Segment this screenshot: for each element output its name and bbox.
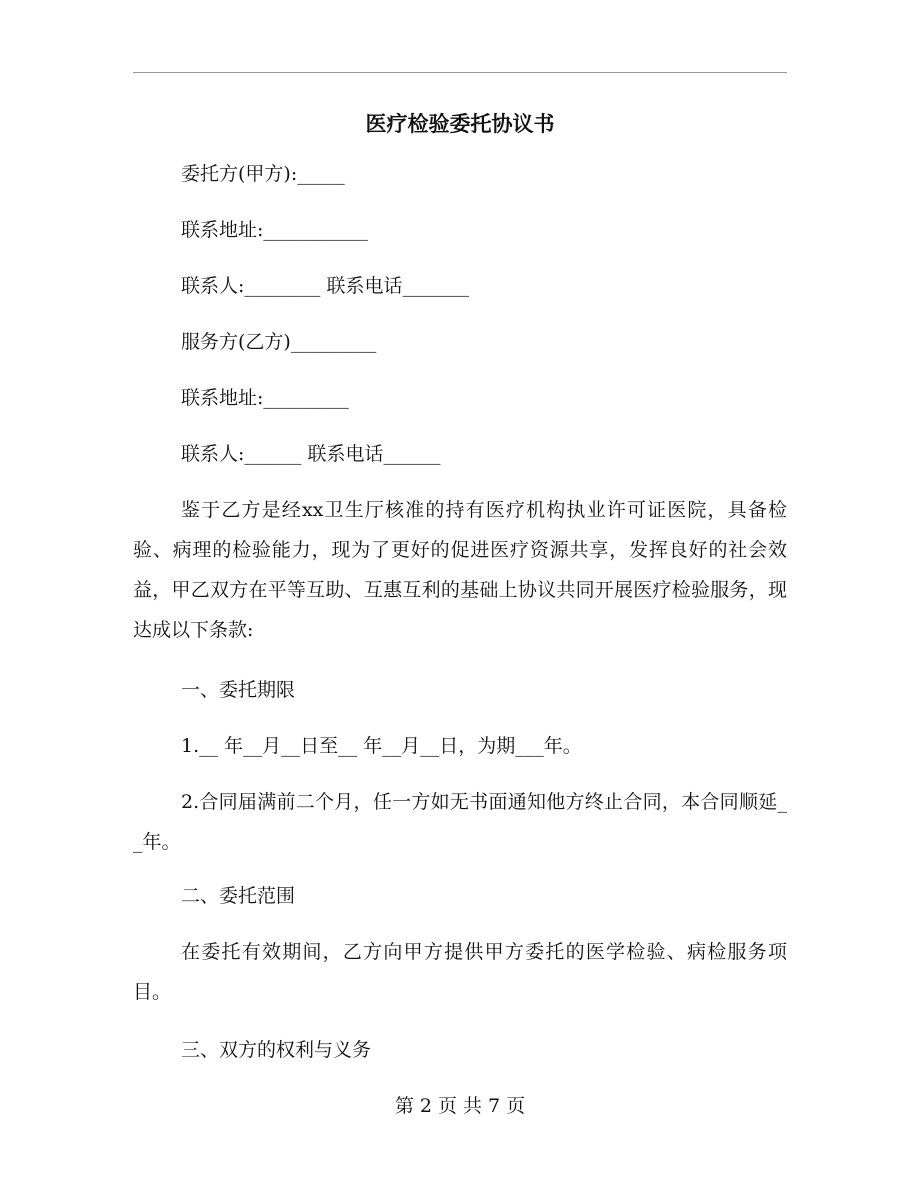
service-party-field: 服务方(乙方)_________	[181, 331, 377, 353]
client-contact-field: 联系人:________ 联系电话_______	[181, 275, 469, 297]
service-address-field: 联系地址:_________	[181, 387, 349, 409]
section-heading-term: 一、委托期限	[181, 679, 296, 701]
scope-paragraph: 在委托有效期间，乙方向甲方提供甲方委托的医学检验、病检服务项目。	[133, 941, 787, 1003]
client-address-field: 联系地址:___________	[181, 219, 368, 241]
header-rule	[133, 72, 787, 73]
term-item-1: 1.__ 年__月__日至__ 年__月__日，为期___年。	[181, 735, 582, 757]
client-party-field: 委托方(甲方):_____	[181, 163, 345, 185]
page-footer: 第 2 页 共 7 页	[394, 1095, 526, 1117]
section-heading-scope: 二、委托范围	[181, 885, 296, 907]
document-title: 医疗检验委托协议书	[365, 111, 555, 136]
section-heading-rights: 三、双方的权利与义务	[181, 1039, 372, 1061]
term-item-2: 2.合同届满前二个月，任一方如无书面通知他方终止合同，本合同顺延__年。	[133, 791, 787, 853]
intro-paragraph: 鉴于乙方是经xx卫生厅核准的持有医疗机构执业许可证医院，具备检验、病理的检验能力，现为了更好的促进医疗资源共享，发挥良好的社会效益，甲乙双方在平等互助、互惠互利的基础上协议共同开展医疗检验服务，现达成以下条款:	[133, 499, 787, 641]
service-contact-field: 联系人:______ 联系电话______	[181, 443, 441, 465]
